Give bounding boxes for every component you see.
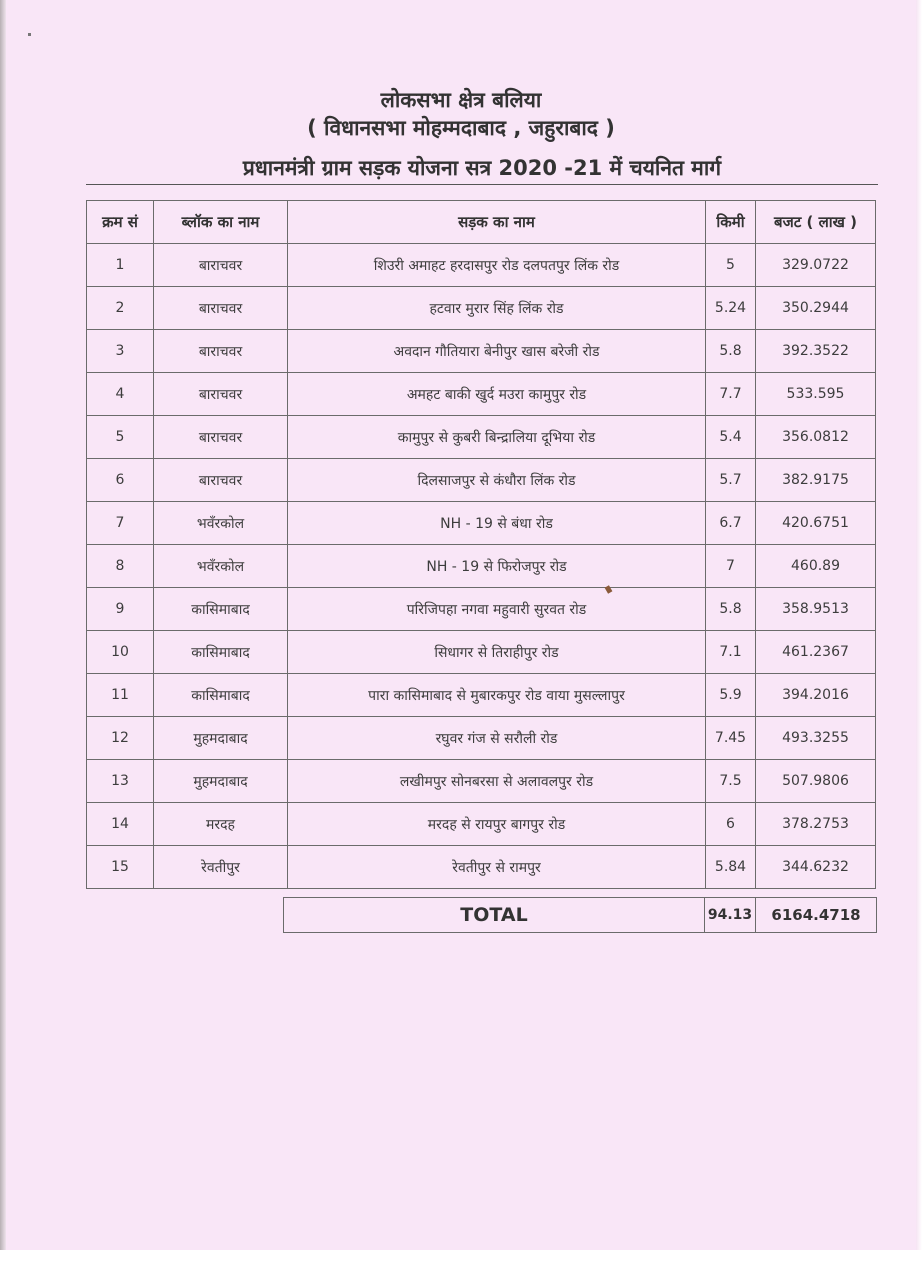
cell-budget: 493.3255 [756, 717, 876, 760]
cell-budget: 344.6232 [756, 846, 876, 889]
cell-block: बाराचवर [154, 416, 288, 459]
cell-km: 6.7 [706, 502, 756, 545]
table-row [87, 459, 876, 502]
cell-road: अवदान गौतियारा बेनीपुर खास बरेजी रोड [288, 330, 706, 373]
scan-edge-left [0, 0, 6, 1280]
cell-road: रघुवर गंज से सरौली रोड [288, 717, 706, 760]
cell-road: हटवार मुरार सिंह लिंक रोड [288, 287, 706, 330]
cell-serial: 4 [87, 373, 154, 416]
cell-budget: 392.3522 [756, 330, 876, 373]
cell-budget: 356.0812 [756, 416, 876, 459]
cell-road: अमहट बाकी खुर्द मउरा कामुपुर रोड [288, 373, 706, 416]
cell-serial: 6 [87, 459, 154, 502]
total-km: 94.13 [705, 898, 756, 933]
cell-km: 7.45 [706, 717, 756, 760]
cell-budget: 378.2753 [756, 803, 876, 846]
column-header-km: किमी [706, 201, 756, 244]
cell-km: 7 [706, 545, 756, 588]
total-row-table [283, 897, 877, 933]
table-row [87, 373, 876, 416]
column-header-budget: बजट ( लाख ) [756, 201, 876, 244]
cell-budget: 420.6751 [756, 502, 876, 545]
cell-km: 7.7 [706, 373, 756, 416]
cell-road: पारा कासिमाबाद से मुबारकपुर रोड वाया मुसल्लापुर [288, 674, 706, 717]
cell-serial: 13 [87, 760, 154, 803]
scan-edge-right [916, 0, 922, 1250]
table-row [87, 846, 876, 889]
cell-km: 5.84 [706, 846, 756, 889]
cell-km: 5.8 [706, 588, 756, 631]
cell-serial: 14 [87, 803, 154, 846]
column-header-serial: क्रम सं [87, 201, 154, 244]
cell-block: मुहमदाबाद [154, 717, 288, 760]
cell-block: बाराचवर [154, 287, 288, 330]
cell-km: 5 [706, 244, 756, 287]
cell-road: लखीमपुर सोनबरसा से अलावलपुर रोड [288, 760, 706, 803]
cell-block: भवँरकोल [154, 545, 288, 588]
cell-road: रेवतीपुर से रामपुर [288, 846, 706, 889]
cell-block: बाराचवर [154, 244, 288, 287]
cell-block: बाराचवर [154, 373, 288, 416]
table-header-row [87, 201, 876, 244]
cell-serial: 5 [87, 416, 154, 459]
cell-budget: 394.2016 [756, 674, 876, 717]
cell-block: मुहमदाबाद [154, 760, 288, 803]
assembly-subtitle: ( विधानसभा मोहम्मदाबाद , जहुराबाद ) [307, 116, 615, 140]
table-row [87, 803, 876, 846]
cell-km: 5.8 [706, 330, 756, 373]
scan-speck [28, 33, 31, 36]
cell-block: भवँरकोल [154, 502, 288, 545]
cell-serial: 9 [87, 588, 154, 631]
table-row [87, 631, 876, 674]
cell-budget: 358.9513 [756, 588, 876, 631]
constituency-title: लोकसभा क्षेत्र बलिया [380, 88, 542, 112]
total-row [284, 898, 877, 933]
cell-serial: 3 [87, 330, 154, 373]
table-row [87, 244, 876, 287]
scan-edge-bottom [0, 1250, 922, 1280]
table-row [87, 287, 876, 330]
table-row [87, 674, 876, 717]
title-underline [86, 184, 878, 185]
cell-serial: 11 [87, 674, 154, 717]
cell-road: NH - 19 से फिरोजपुर रोड [288, 545, 706, 588]
table-row [87, 502, 876, 545]
table-row [87, 760, 876, 803]
cell-km: 5.24 [706, 287, 756, 330]
cell-budget: 350.2944 [756, 287, 876, 330]
cell-km: 6 [706, 803, 756, 846]
cell-serial: 1 [87, 244, 154, 287]
cell-serial: 8 [87, 545, 154, 588]
cell-road: मरदह से रायपुर बागपुर रोड [288, 803, 706, 846]
cell-road: सिधागर से तिराहीपुर रोड [288, 631, 706, 674]
table-row [87, 330, 876, 373]
column-header-road: सड़क का नाम [288, 201, 706, 244]
cell-serial: 15 [87, 846, 154, 889]
roads-table [86, 200, 876, 889]
cell-budget: 507.9806 [756, 760, 876, 803]
cell-km: 5.9 [706, 674, 756, 717]
total-budget: 6164.4718 [756, 898, 877, 933]
cell-road: शिउरी अमाहट हरदासपुर रोड दलपतपुर लिंक रोड [288, 244, 706, 287]
cell-block: रेवतीपुर [154, 846, 288, 889]
cell-budget: 460.89 [756, 545, 876, 588]
cell-budget: 329.0722 [756, 244, 876, 287]
cell-km: 5.4 [706, 416, 756, 459]
cell-serial: 10 [87, 631, 154, 674]
cell-km: 5.7 [706, 459, 756, 502]
cell-road: कामुपुर से कुबरी बिन्द्रालिया दूभिया रोड [288, 416, 706, 459]
cell-block: बाराचवर [154, 330, 288, 373]
cell-serial: 2 [87, 287, 154, 330]
cell-serial: 12 [87, 717, 154, 760]
cell-budget: 533.595 [756, 373, 876, 416]
table-row [87, 588, 876, 631]
cell-block: कासिमाबाद [154, 588, 288, 631]
cell-road: दिलसाजपुर से कंधौरा लिंक रोड [288, 459, 706, 502]
scheme-title: प्रधानमंत्री ग्राम सड़क योजना सत्र 2020 -21 में चयनित मार्ग [242, 156, 722, 180]
cell-block: बाराचवर [154, 459, 288, 502]
cell-budget: 461.2367 [756, 631, 876, 674]
cell-road: NH - 19 से बंधा रोड [288, 502, 706, 545]
cell-road: परिजिपहा नगवा महुवारी सुरवत रोड [288, 588, 706, 631]
cell-km: 7.1 [706, 631, 756, 674]
cell-block: मरदह [154, 803, 288, 846]
cell-block: कासिमाबाद [154, 631, 288, 674]
table-row [87, 416, 876, 459]
cell-block: कासिमाबाद [154, 674, 288, 717]
column-header-block: ब्लॉक का नाम [154, 201, 288, 244]
total-label: TOTAL [284, 898, 705, 933]
table-row [87, 545, 876, 588]
cell-serial: 7 [87, 502, 154, 545]
cell-budget: 382.9175 [756, 459, 876, 502]
cell-km: 7.5 [706, 760, 756, 803]
table-row [87, 717, 876, 760]
